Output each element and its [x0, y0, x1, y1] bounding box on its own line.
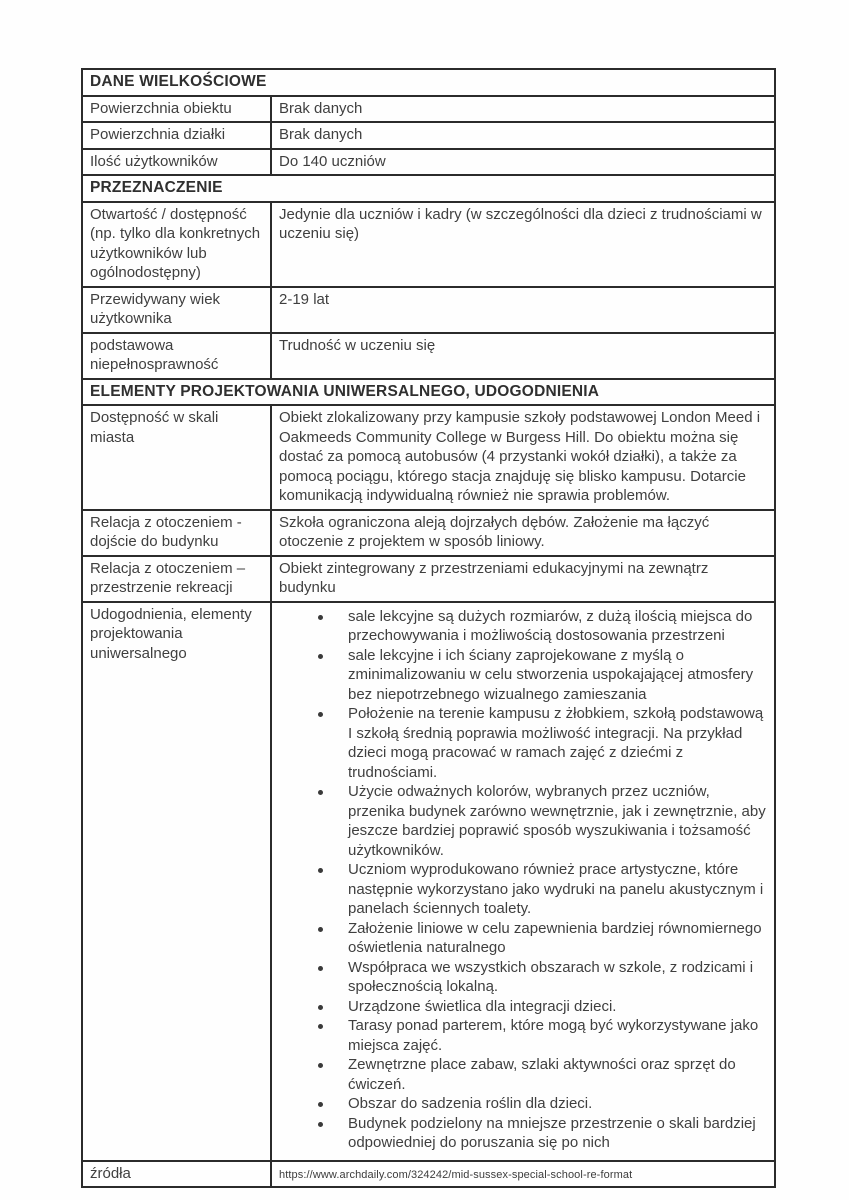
row-value-zrodla — [271, 1161, 775, 1188]
table-row — [82, 122, 775, 149]
row-label-relacja-rekreacja: Relacja z otoczeniem – przestrzenie rekreacji — [82, 556, 271, 602]
bullet-item: Położenie na terenie kampusu z żłobkiem, szkołą podstawową I szkołą średnią poprawia możliwość integracji. Na przykład dzieci mogą pracować w ramach zajęć z dziećmi z trudnościami. — [315, 704, 768, 782]
bullet-item: Użycie odważnych kolorów, wybranych przez uczniów, przenika budynek zarówno wewnętrznie, jak i zewnętrznie, aby jeszcze bardziej poprawić sposób wyszukiwania i tożsamość użytkowników. — [315, 782, 768, 860]
row-label-powierzchnia-obiektu: Powierzchnia obiektu — [82, 96, 271, 123]
row-label-przewidywany-wiek: Przewidywany wiek użytkownika — [82, 287, 271, 333]
row-value-udogodnienia — [271, 602, 775, 1161]
bullet-item: Budynek podzielony na mniejsze przestrzenie o skali bardziej odpowiedniej do poruszania się po nich — [315, 1114, 768, 1153]
udogodnienia-bullet-list — [315, 607, 768, 1153]
table-row — [82, 333, 775, 379]
table-row — [82, 602, 775, 1161]
row-value-podstawowa-niepelnosprawnosc: Trudność w uczeniu się — [271, 333, 775, 379]
section-header-row — [82, 175, 775, 202]
spec-table — [81, 68, 776, 1188]
row-value-relacja-dojscie: Szkoła ograniczona aleją dojrzałych dębów. Założenie ma łączyć otoczenie z projektem w sposób liniowy. — [271, 510, 775, 556]
row-value-dostepnosc-w-skali-miasta: Obiekt zlokalizowany przy kampusie szkoły podstawowej London Meed i Oakmeeds Community College w Burgess Hill. Do obiektu można się dostać za pomocą autobusów (4 przystanki wokół działki), a także za pomocą pociągu, którego stacja znajduję się blisko kampusu. Dotarcie komunikacją indywidualną również nie sprawia problemów. — [271, 405, 775, 510]
bullet-item: Urządzone świetlica dla integracji dzieci. — [315, 997, 768, 1017]
row-value-relacja-rekreacja: Obiekt zintegrowany z przestrzeniami edukacyjnymi na zewnątrz budynku — [271, 556, 775, 602]
section-title-elementy-projektowania: ELEMENTY PROJEKTOWANIA UNIWERSALNEGO, UDOGODNIENIA — [82, 379, 775, 406]
row-label-udogodnienia: Udogodnienia, elementy projektowania uniwersalnego — [82, 602, 271, 1161]
section-title-przeznaczenie: PRZEZNACZENIE — [82, 175, 775, 202]
bullet-item: Obszar do sadzenia roślin dla dzieci. — [315, 1094, 768, 1114]
table-row — [82, 287, 775, 333]
row-label-ilosc-uzytkownikow: Ilość użytkowników — [82, 149, 271, 176]
table-row — [82, 556, 775, 602]
bullet-item: Współpraca we wszystkich obszarach w szkole, z rodzicami i społecznością lokalną. — [315, 958, 768, 997]
row-value-otwartosc-dostepnosc: Jedynie dla uczniów i kadry (w szczególności dla dzieci z trudnościami w uczeniu się) — [271, 202, 775, 287]
row-value-ilosc-uzytkownikow: Do 140 uczniów — [271, 149, 775, 176]
row-label-dostepnosc-w-skali-miasta: Dostępność w skali miasta — [82, 405, 271, 510]
row-label-relacja-dojscie: Relacja z otoczeniem - dojście do budynku — [82, 510, 271, 556]
section-title-dane-wielkosciowe: DANE WIELKOŚCIOWE — [82, 69, 775, 96]
row-value-powierzchnia-dzialki: Brak danych — [271, 122, 775, 149]
table-row — [82, 1161, 775, 1188]
table-row — [82, 96, 775, 123]
section-header-row — [82, 69, 775, 96]
row-value-powierzchnia-obiektu: Brak danych — [271, 96, 775, 123]
bullet-item: Założenie liniowe w celu zapewnienia bardziej równomiernego oświetlenia naturalnego — [315, 919, 768, 958]
bullet-item: Zewnętrzne place zabaw, szlaki aktywności oraz sprzęt do ćwiczeń. — [315, 1055, 768, 1094]
table-row — [82, 202, 775, 287]
row-label-powierzchnia-dzialki: Powierzchnia działki — [82, 122, 271, 149]
row-label-otwartosc-dostepnosc: Otwartość / dostępność (np. tylko dla konkretnych użytkowników lub ogólnodostępny) — [82, 202, 271, 287]
bullet-item: Uczniom wyprodukowano również prace artystyczne, które następnie wykorzystano jako wydruki na panelu akustycznym i panelach ściennych toalety. — [315, 860, 768, 919]
table-row — [82, 149, 775, 176]
bullet-item: Tarasy ponad parterem, które mogą być wykorzystywane jako miejsca zajęć. — [315, 1016, 768, 1055]
table-row — [82, 510, 775, 556]
bullet-item: sale lekcyjne i ich ściany zaprojekowane z myślą o zminimalizowaniu w celu stworzenia uspokajającej atmosfery bez niepotrzebnego wizualnego zamieszania — [315, 646, 768, 705]
row-label-zrodla: źródła — [82, 1161, 271, 1188]
source-url: https://www.archdaily.com/324242/mid-sussex-special-school-re-format — [279, 1168, 633, 1181]
row-label-podstawowa-niepelnosprawnosc: podstawowa niepełnosprawność — [82, 333, 271, 379]
bullet-item: sale lekcyjne są dużych rozmiarów, z dużą ilością miejsca do przechowywania i możliwością dostosowania przestrzeni — [315, 607, 768, 646]
table-row — [82, 405, 775, 510]
row-value-przewidywany-wiek: 2-19 lat — [271, 287, 775, 333]
section-header-row — [82, 379, 775, 406]
